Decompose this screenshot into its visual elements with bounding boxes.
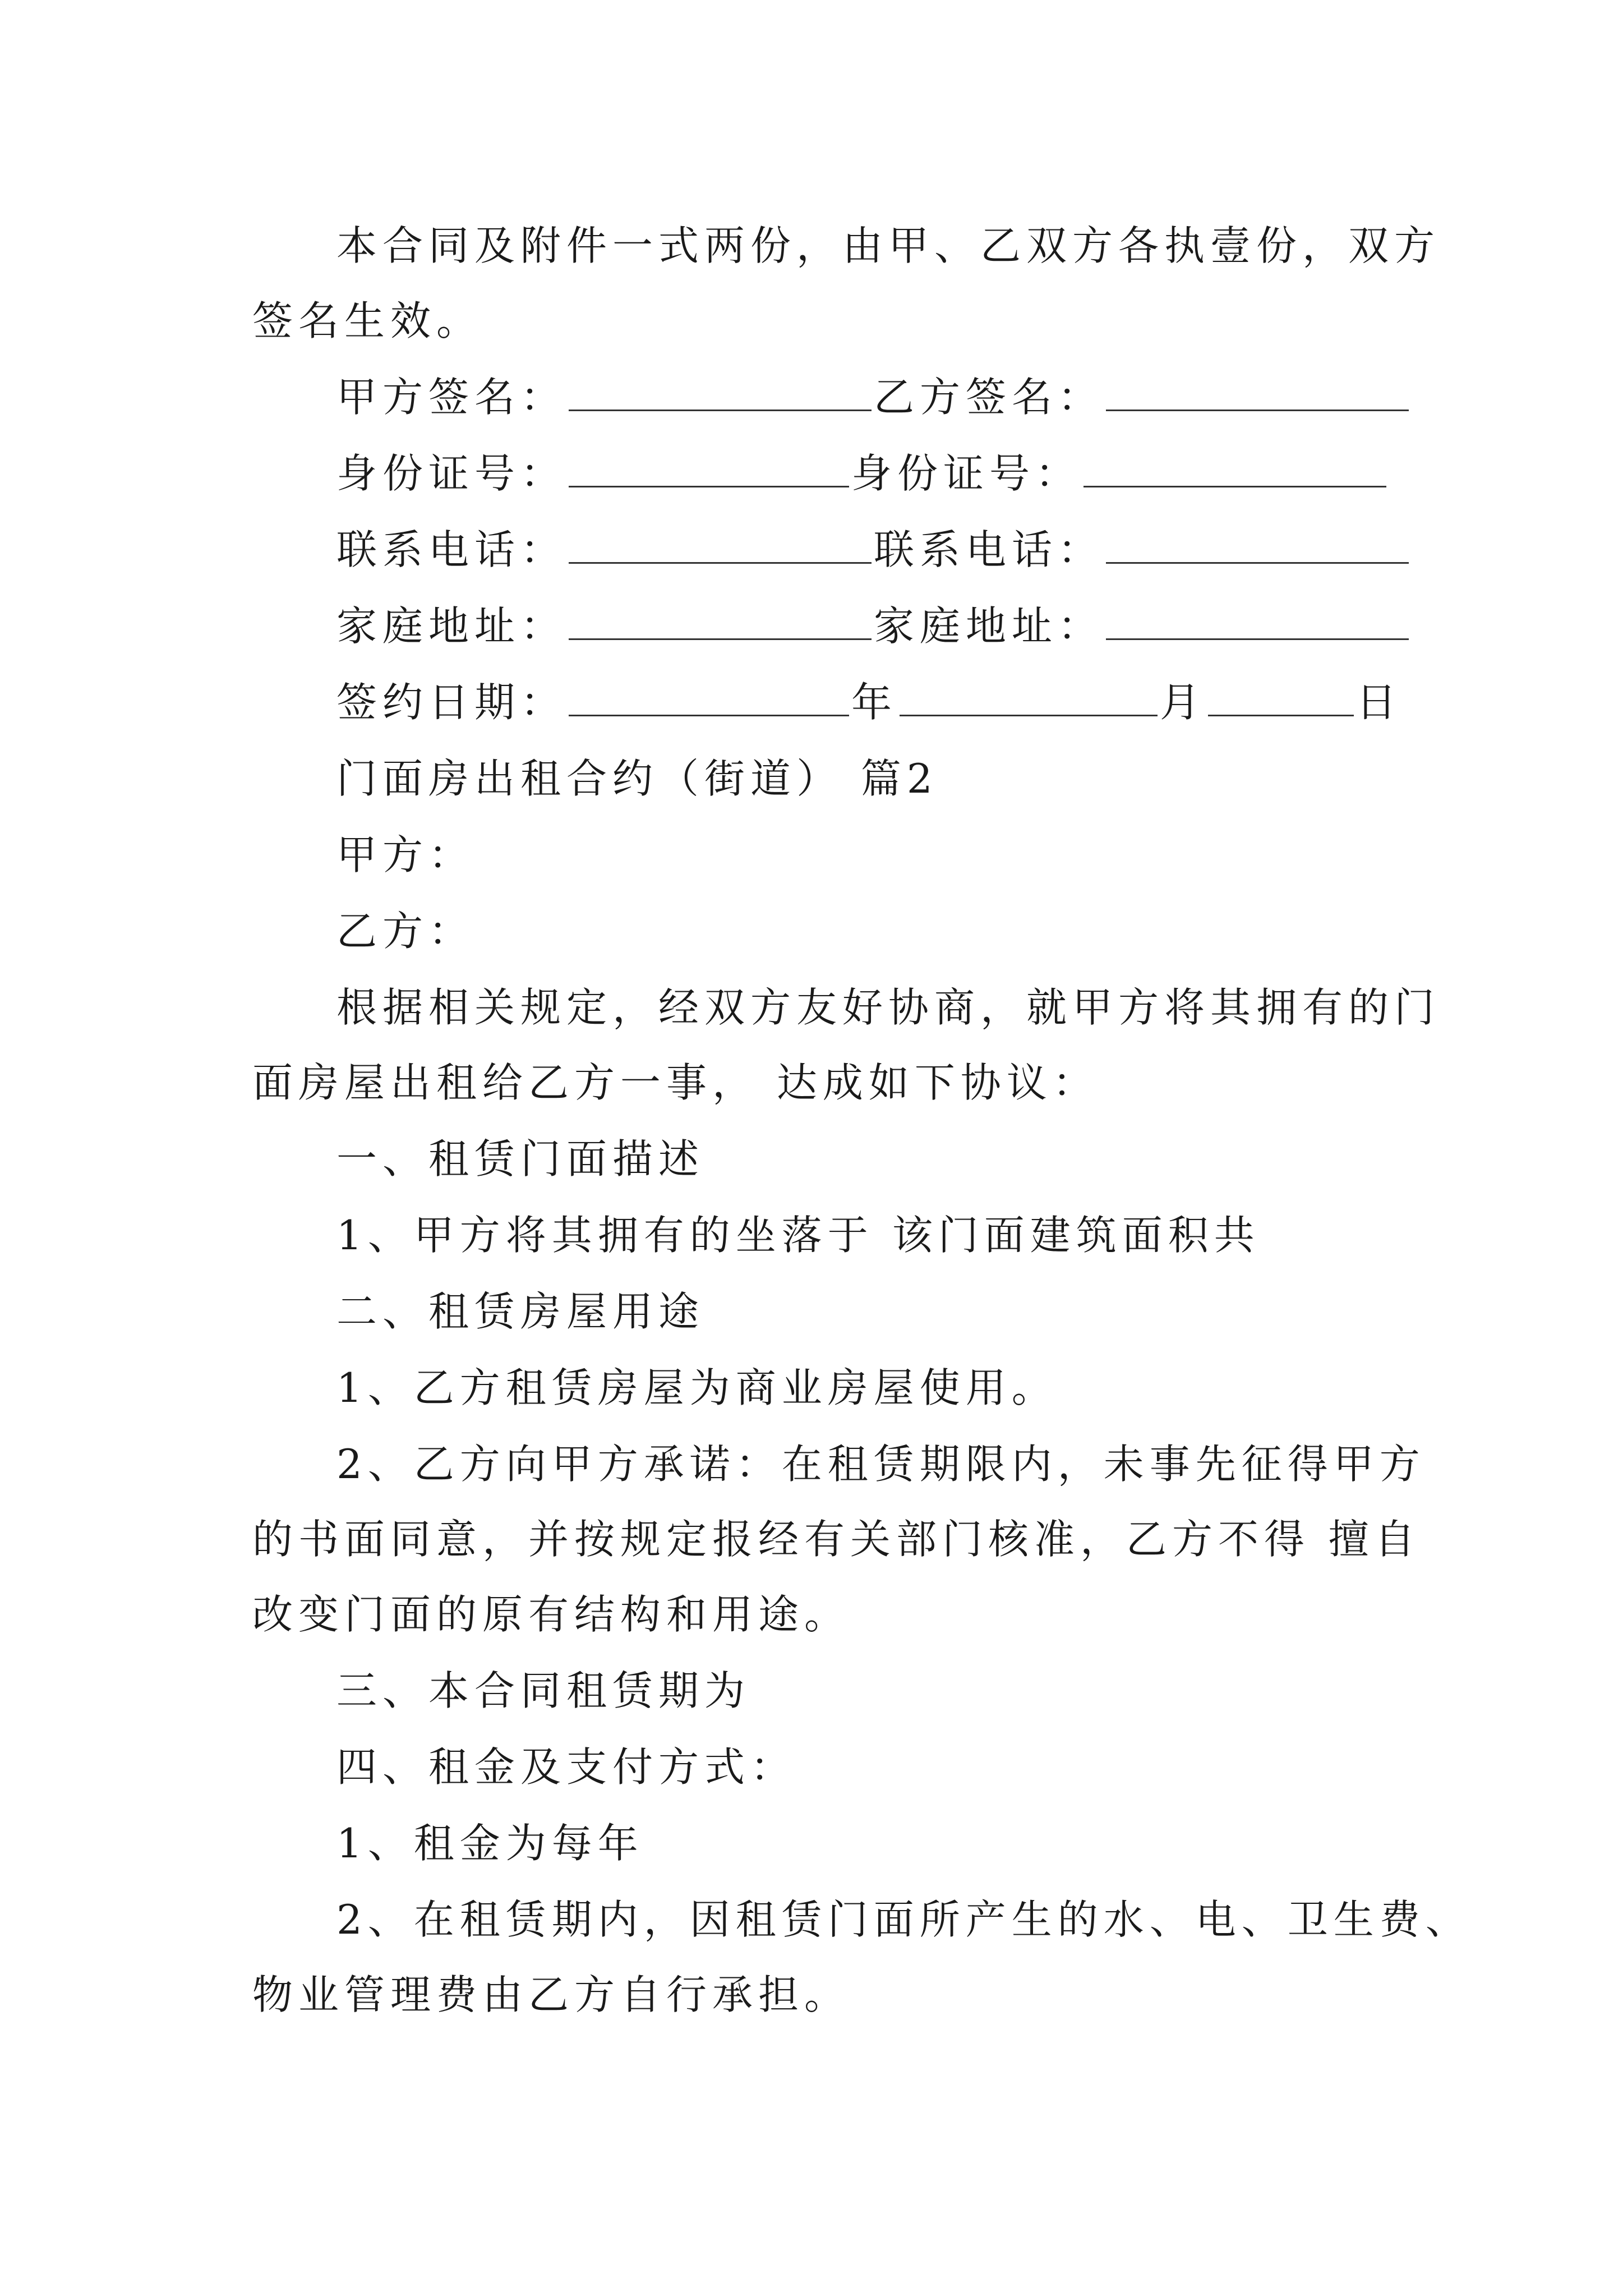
- paragraph-line: 改变门面的原有结构和用途。: [252, 1591, 851, 1638]
- section-title: 门面房出租合约（街道） 篇2: [336, 755, 938, 802]
- section-heading: 四、租金及支付方式：: [336, 1743, 797, 1791]
- sign-b-blank: [1106, 370, 1409, 411]
- party-a: 甲方：: [336, 831, 475, 878]
- tel-a-blank: [569, 523, 872, 564]
- list-item: 1、租金为每年: [336, 1820, 644, 1867]
- tel-a-label: 联系电话：: [336, 526, 567, 573]
- list-item: 2、在租赁期内，因租赁门面所产生的水、电、卫生费、: [336, 1896, 1472, 1943]
- list-item: 1、甲方将其拥有的坐落于 该门面建筑面积共: [336, 1212, 1260, 1259]
- paragraph-line: 签名生效。: [252, 297, 483, 344]
- addr-b-label: 家庭地址：: [874, 602, 1104, 650]
- addr-b-blank: [1106, 599, 1409, 640]
- party-b: 乙方：: [336, 908, 475, 955]
- tel-b-blank: [1106, 523, 1409, 564]
- id-b-blank: [1083, 447, 1386, 487]
- paragraph-line: 根据相关规定，经双方友好协商，就甲方将其拥有的门: [336, 984, 1441, 1031]
- date-row: [336, 674, 1402, 730]
- date-year: 年: [851, 679, 898, 726]
- id-a-blank: [569, 447, 849, 487]
- list-item: 1、乙方租赁房屋为商业房屋使用。: [336, 1364, 1058, 1411]
- section-heading: 三、本合同租赁期为: [336, 1667, 751, 1714]
- sign-b-label: 乙方签名：: [874, 374, 1104, 421]
- tel-b-label: 联系电话：: [874, 526, 1104, 573]
- date-month: 月: [1160, 679, 1206, 726]
- paragraph-line: 面房屋出租给乙方一事， 达成如下协议：: [252, 1059, 1099, 1106]
- paragraph-line: 物业管理费由乙方自行承担。: [252, 1971, 851, 2018]
- list-item: 2、乙方向甲方承诺：在租赁期限内，未事先征得甲方: [336, 1441, 1426, 1488]
- section-heading: 二、租赁房屋用途: [336, 1288, 705, 1335]
- id-b-label: 身份证号：: [851, 450, 1082, 497]
- paragraph-line: 的书面同意，并按规定报经有关部门核准，乙方不得 擅自: [252, 1516, 1421, 1563]
- sign-a-label: 甲方签名：: [336, 374, 567, 421]
- date-day-blank: [1208, 675, 1354, 716]
- date-month-blank: [900, 675, 1158, 716]
- id-row: [336, 445, 1389, 501]
- addr-a-label: 家庭地址：: [336, 602, 567, 650]
- tel-row: [336, 522, 1411, 578]
- sign-a-blank: [569, 370, 872, 411]
- signature-row: [336, 369, 1411, 425]
- id-a-label: 身份证号：: [336, 450, 567, 497]
- date-day: 日: [1356, 679, 1403, 726]
- section-heading: 一、租赁门面描述: [336, 1135, 705, 1182]
- date-label: 签约日期：: [336, 679, 567, 726]
- addr-a-blank: [569, 599, 872, 640]
- date-year-blank: [569, 675, 849, 716]
- paragraph-line: 本合同及附件一式两份，由甲、乙双方各执壹份，双方: [336, 222, 1441, 269]
- addr-row: [336, 598, 1411, 654]
